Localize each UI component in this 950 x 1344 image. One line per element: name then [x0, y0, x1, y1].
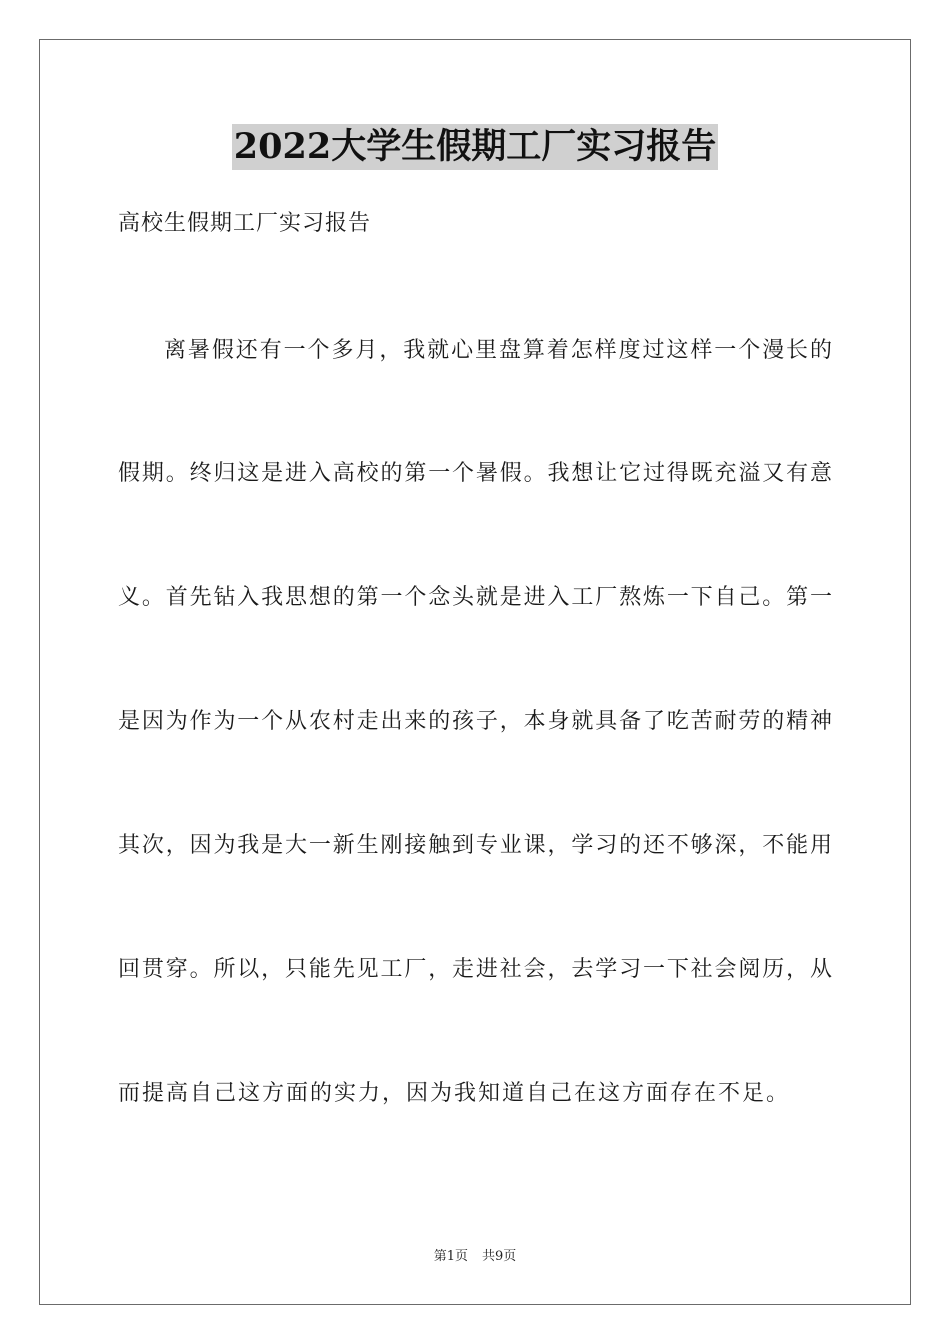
body-line-6: 回贯穿。所以，只能先见工厂，走进社会，去学习一下社会阅历，从 — [118, 957, 832, 982]
body-line-2: 假期。终归这是进入高校的第一个暑假。我想让它过得既充溢又有意 — [118, 461, 832, 486]
body-line-1: 离暑假还有一个多月，我就心里盘算着怎样度过这样一个漫长的 — [164, 338, 832, 363]
title-container — [0, 124, 950, 170]
document-subtitle: 高校生假期工厂实习报告 — [118, 211, 372, 236]
page-number-current: 第1页 — [433, 1249, 468, 1264]
body-line-4: 是因为作为一个从农村走出来的孩子，本身就具备了吃苦耐劳的精神 — [118, 709, 832, 734]
document-title: 2022大学生假期工厂实习报告 — [232, 124, 718, 170]
body-line-3: 义。首先钻入我思想的第一个念头就是进入工厂熬炼一下自己。第一 — [118, 585, 832, 610]
body-line-5: 其次，因为我是大一新生刚接触到专业课，学习的还不够深，不能用 — [118, 833, 832, 858]
page-footer — [0, 1248, 950, 1266]
body-line-7: 而提高自己这方面的实力，因为我知道自己在这方面存在不足。 — [118, 1081, 791, 1106]
page-number-total: 共9页 — [482, 1249, 517, 1264]
